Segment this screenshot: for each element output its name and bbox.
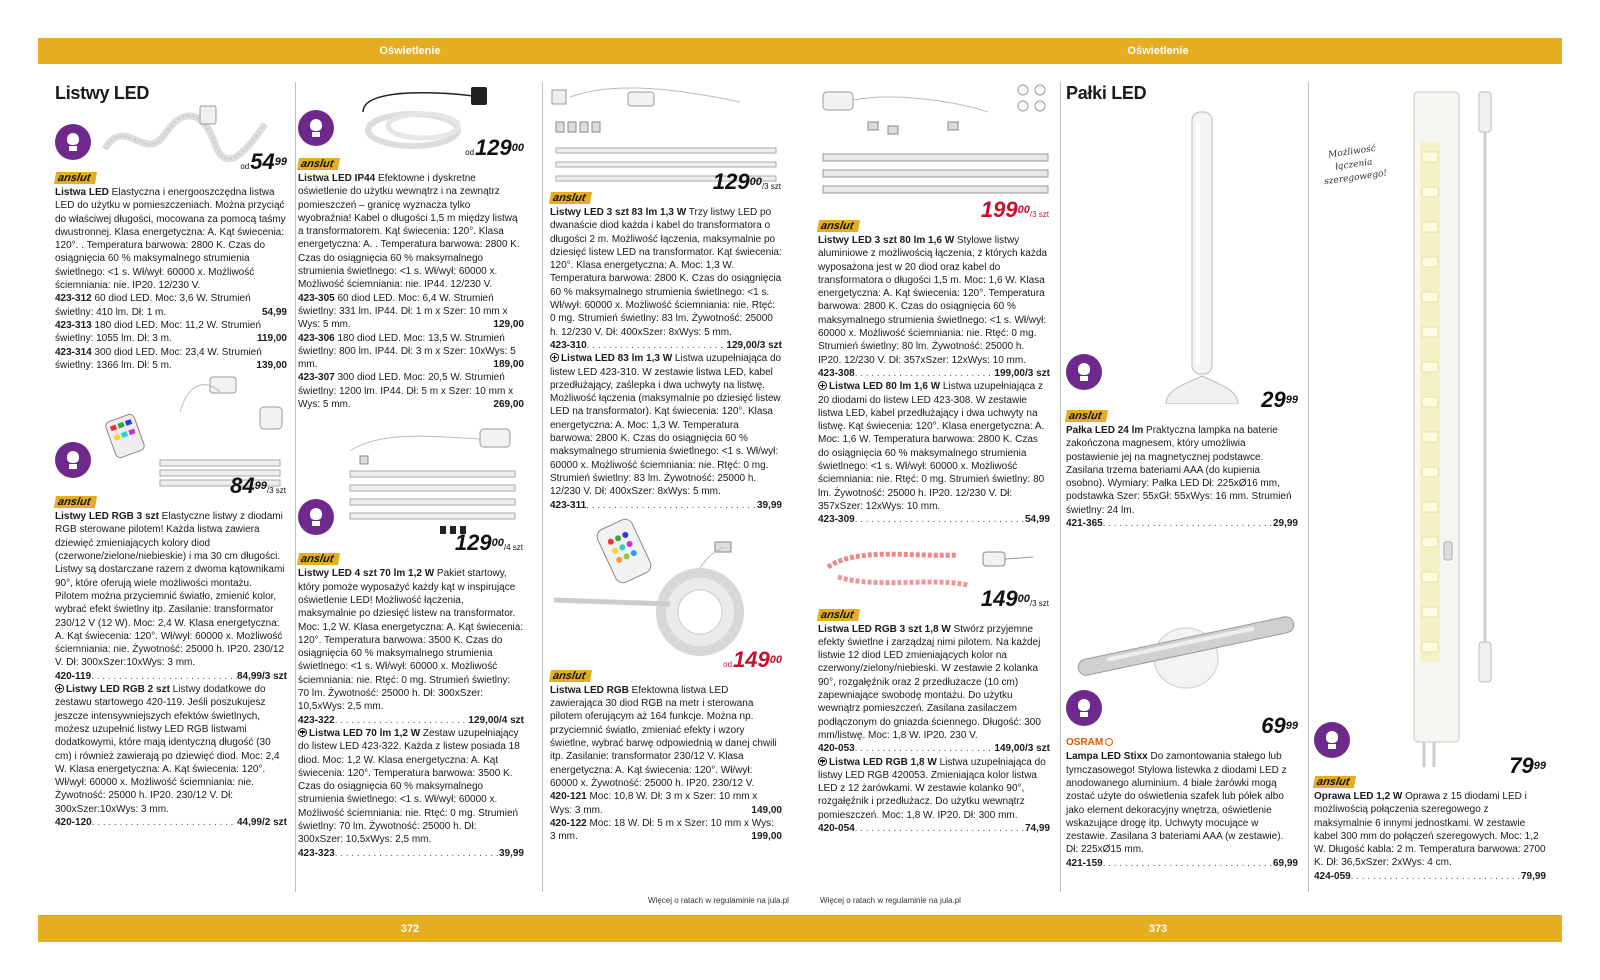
plus-icon <box>818 381 827 390</box>
product-11 <box>1314 753 1546 790</box>
product-description: Listwa LED RGB Efektowna listwa LED zawierająca 30 diod RGB na metr i sterowana pilotem oferującym aż 164 funkcje. Można np. przyciemnić światło, zmieniać efekty i wzory świetlne, wybrać barwę odpowiednią w danej chwili itp. Zasilanie: transformator 230/12 V. Klasa energetyczna: A. Kąt świecenia: 120°. Wł/wył: 60000 x. Żywotność: 25000 h. IP20. 230/12 V. <box>550 684 777 789</box>
price-tag: $od54^{99}$ <box>240 149 287 174</box>
installment-note: Więcej o ratach w regulaminie na jula.pl <box>648 896 789 905</box>
brand-logo: anslut <box>549 192 593 204</box>
section-title: Listwy LED <box>55 83 150 103</box>
order-line: 423-322 . . . 129,00/4 szt <box>298 714 524 727</box>
variant-row: 423-313 180 diod LED. Moc: 11,2 W. Strumień świetlny: 1055 lm. Dł: 3 m. 119,00 <box>55 319 287 345</box>
energy-saving-badge-icon <box>55 442 91 478</box>
stixx-led-lamp-image <box>1066 530 1298 730</box>
plus-icon <box>298 728 307 737</box>
product-description: Listwy LED RGB 3 szt Elastyczne listwy z diodami RGB sterowane pilotem! Każda listwa zawiera dziewięć zmieniających kolory diod (czerwone/zielone/niebieskie) i ma 30 cm długości. Listwy są dostarczane razem z dwoma kątownikami 90°, które oferują wiele możliwości montażu. Pilotem można przyciemnić światło, zmienić kolor, wybrać efekt świetlny itp. Zasilanie: transformator 230/12 V (12 W). Moc: 2,4 W. Klasa energetyczna: A. Kąt świecenia: 120°. Wł/wył: 60000 x. Możliwość ściemniania: nie. Żywotność: 25000 h. IP20. 230/12 V. Dł: 300xSzer:10xWys: 3 mm. <box>55 511 285 669</box>
order-line: 423-308 . . . 199,00/3 szt <box>818 367 1050 380</box>
product-image <box>1066 530 1298 732</box>
price-tag: $199^{00}/3$ szt <box>980 197 1049 222</box>
brand-logo: anslut <box>1065 410 1109 422</box>
brand-logo: anslut <box>549 670 593 682</box>
variant-row: 423-305 60 diod LED. Moc: 6,4 W. Strumień świetlny: 331 lm. IP44. Dł: 1 m x Szer: 10 mm x Wys: 5 mm. 129,00 <box>298 292 524 331</box>
order-line: 420-119 . . . 84,99/3 szt <box>55 670 287 683</box>
product-description: Listwy LED 3 szt 83 lm 1,3 W Trzy listwy LED po dwanaście diod każda i kabel do transformatora o długości 2 m. Możliwość łączenia, maksymalnie po dziesięć listew LED na transformator. Kąt świecenia: 120°. Klasa energetyczna: A. Moc: 1,3 W. Temperatura barwowa: 2800 K. Czas do osiągnięcia 60 % maksymalnego strumienia świetlnego: <1 s. Wł/wył: 60000 x. Możliwość ściemniania: nie. Rtęć: 0 mg. Strumień świetlny: 83 lm. Żywotność: 25000 h. 12/230 V. Dł: 400xSzer: 8xWys: 5 mm. <box>550 207 782 338</box>
plus-icon <box>550 353 559 362</box>
product-description: Pałka LED 24 lm Praktyczna lampka na baterie zakończona magnesem, który umożliwia postawienie jej na magnetycznej podstawce. Zasilana trzema bateriami AAA (do kupienia osobno). Wymiary: Pałka LED Dł: 225xØ16 mm, podstawka Szer: 55xGł: 55xWys: 16 mm. Strumień świetlny: 24 lm. <box>1066 425 1292 516</box>
category-title-left: Oświetlenie <box>379 45 441 57</box>
page-number-right: 373 <box>1148 922 1168 935</box>
order-line: 424-059 . . . 79,99 <box>1314 870 1546 883</box>
order-line: 421-365 . . . 29,99 <box>1066 517 1298 530</box>
header-band <box>38 38 1562 64</box>
order-line: 423-310 . . . 129,00/3 szt <box>550 339 782 352</box>
price-tag: $79^{99}$ <box>1509 753 1546 778</box>
brand-logo: anslut <box>817 609 861 621</box>
variant-list <box>550 790 782 843</box>
brand-logo: anslut <box>297 158 341 170</box>
column-5 <box>1066 82 1298 870</box>
product-6 <box>550 646 782 684</box>
brand-logo: anslut <box>54 496 98 508</box>
price-tag: $29^{99}$ <box>1261 387 1298 412</box>
footer-band <box>38 915 1562 942</box>
order-line: 420-054 . . . 74,99 <box>818 822 1050 835</box>
product-image <box>818 82 1050 216</box>
variant-list <box>298 292 524 412</box>
aluminium-led-strips-image <box>818 82 1050 216</box>
column-divider <box>295 82 296 892</box>
category-title-right: Oświetlenie <box>1127 45 1189 57</box>
order-line: 421-159 . . . 69,99 <box>1066 857 1298 870</box>
column-3 <box>550 82 782 843</box>
price-tag: $149^{00}/3$ szt <box>980 585 1049 611</box>
plus-icon <box>55 684 64 693</box>
price-tag: $od149^{00}$ <box>723 646 782 672</box>
product-image <box>550 512 782 666</box>
product-4 <box>298 530 524 567</box>
order-line: 420-053 . . . 149,00/3 szt <box>818 742 1050 755</box>
osram-logo: OSRAM <box>1066 736 1113 749</box>
order-line: 423-323 . . . 39,99 <box>298 847 524 860</box>
column-4 <box>818 82 1050 835</box>
price-tag: $129^{00}/4$ szt <box>454 530 523 556</box>
led-fixture-image <box>1384 82 1544 772</box>
product-image <box>298 411 524 549</box>
addon-description: Listwy LED RGB 2 szt Listwy dodatkowe do zestawu startowego 420-119. Jeśli poszukujesz jeszcze intensywniejszych efektów świetlnych, możesz uzupełnić listwy LED RGB listwami dodatkowymi, które mają identyczną długość (30 cm) i również zawierają po dziewięć diod. Moc: 2,4 W. Klasa energetyczna: A. Kąt świecenia: 120°. Wł/wył: 60000 x. Możliwość ściemniania: nie. Żywotność: 25000 h. IP20. 230/12 V. Dł: 300xSzer:10xWys: 3 mm. <box>55 684 280 815</box>
order-line: 423-311 . . . 39,99 <box>550 499 782 512</box>
column-divider <box>1308 82 1309 892</box>
brand-logo: anslut <box>297 553 341 565</box>
energy-saving-badge-icon <box>298 110 334 146</box>
column-1 <box>55 82 287 829</box>
page-number-left: 372 <box>400 922 420 935</box>
addon-description: Listwa LED RGB 1,8 W Listwa uzupełniająca do listwy LED RGB 420053. Zmieniająca kolor listwa LED z 12 żarówkami. W zestawie kolanko 90°, rozgałęźnik i przedłużacz. Do użytku wewnątrz pomieszczeń. Moc: 1,8 W. IP20. Dł: 300 mm. <box>818 756 1046 821</box>
variant-row: 420-121 Moc: 10,8 W. Dł: 3 m x Szer: 10 mm x Wys: 3 mm. 149,00 <box>550 791 782 816</box>
energy-saving-badge-icon <box>298 499 334 535</box>
product-5 <box>550 169 782 206</box>
variant-row: 423-314 300 diod LED. Moc: 23,4 W. Strumień świetlny: 1366 lm. Dł: 5 m. 139,00 <box>55 346 287 371</box>
brand-logo: anslut <box>817 220 861 232</box>
energy-saving-badge-icon <box>1066 354 1102 390</box>
product-description: Oprawa LED 1,2 W Oprawa z 15 diodami LED i możliwością połączenia szeregowego z maksymalnie 6 innymi jednostkami. W zestawie kabel 300 mm do połączeń szeregowych. Moc: 1,2 W. Długość kabla: 2 m. Temperatura barwowa: 2700 K. Dł: 36,5xSzer: 2xWys: 4 cm. <box>1314 791 1546 869</box>
product-description: Listwa LED IP44 Efektowne i dyskretne oświetlenie do użytku wewnątrz i na zewnątrz pomieszczeń – granicę wyznacza tylko wyobraźnia! Kabel o długości 1,5 m między listwą a transformatorem. Kąt świecenia: 120°. Klasa energetyczna: A. . Temperatura barwowa: 2800 K. Czas do osiągnięcia 60 % maksymalnego strumienia świetlnego: <1 s. Wł/wył: 60000 x. Możliwość ściemniania: nie. IP44. 12/230 V. <box>298 173 520 291</box>
price-tag: $129^{00}/3$ szt <box>712 169 781 194</box>
installment-note: Więcej o ratach w regulaminie na jula.pl <box>820 896 961 905</box>
order-line: 420-120 . . . 44,99/2 szt <box>55 816 287 829</box>
product-image <box>1314 82 1546 772</box>
led-stick-lamp-image <box>1136 104 1286 404</box>
rgb-led-reel-image <box>550 512 782 666</box>
plus-icon <box>818 757 827 766</box>
addon-description: Listwa LED 70 lm 1,2 W Zestaw uzupełniający do listew LED 423-322. Każda z listew posiada 18 diod. Moc: 1,2 W. Klasa energetyczna: A. Kąt świecenia: 120°. Temperatura barwowa: 3500 K. Czas do osiągnięcia 60 % maksymalnego strumienia świetlnego: <1 s. Wł/wył: 60000 x. Możliwość ściemniania: nie. Rtęć: 0 mg. Strumień świetlny: 70 lm. Żywotność: 25000 h. Dł: 300xSzer: 10,5xWys: 2,5 mm. <box>298 727 520 846</box>
section-title: Pałki LED <box>1066 83 1147 103</box>
product-2 <box>55 473 287 510</box>
column-6 <box>1314 82 1546 883</box>
product-description: Listwa LED Elastyczna i energooszczędna listwa LED do użytku w pomieszczeniach. Można przyciąć do właściwej długości, mocowana za pomocą taśmy dwustronnej. Klasa energetyczna: A. Kąt świecenia: 120°. . Temperatura barwowa: 2800 K. Czas do osiągnięcia 60 % maksymalnego strumienia świetlnego: <1 s. Wł/wył: 60000 x. Możliwość ściemniania: nie. IP20. 12/230 V. <box>55 187 286 292</box>
variant-row: 423-306 180 diod LED. Moc: 13,5 W. Strumień świetlny: 800 lm. IP44. Dł: 3 m x Szer: 10xWys: 5 mm. 189,00 <box>298 332 524 371</box>
product-description: Listwa LED RGB 3 szt 1,8 W Stwórz przyjemne efekty świetlne i zarządzaj nimi pilotem. Na każdej listwie 12 diod LED zmieniających kolor na czerwony/zielony/niebieski. W zestawie 2 kolanka 90°, rozgałęźnik oraz 2 przedłużacze (10 cm) zapewniające swobodę montażu. Do użytku wewnątrz pomieszczeń. Zasilana zasilaczem podłączonym do gniazda ściennego. Długość: 300 mm/listwę. Moc: 1,8 W. IP20. 230 V. <box>818 623 1041 741</box>
column-2 <box>298 82 524 860</box>
energy-saving-badge-icon <box>55 124 91 160</box>
product-9 <box>1066 387 1298 424</box>
addon-description: Listwa LED 83 lm 1,3 W Listwa uzupełniająca do listew LED 423-310. W zestawie listwa LED, kabel przedłużający, zaślepka i dwa uchwyty na listwę. Możliwość łączenia (maksymalnie po dziesięć listew LED na transformator). Kąt świecenia: 120°. Klasa energetyczna: A. Moc: 1,3 W. Temperatura barwowa: 2800 K. Czas do osiągnięcia 60 % maksymalnego strumienia świetlnego: <1 s. Wł/wył: 60000 x. Możliwość ściemniania: nie. Rtęć: 0 mg. Strumień świetlny: 83 lm. Żywotność: 25000 h. 12/230 V. Dł: 400xSzer: 8xWys: 5 mm. <box>550 353 782 498</box>
variant-list <box>55 292 287 372</box>
product-7 <box>818 197 1050 234</box>
series-connection-note: Możliwość łączenia szeregowego! <box>1323 143 1388 188</box>
product-image <box>1066 104 1298 406</box>
product-3 <box>298 135 524 172</box>
product-description: Listwy LED 3 szt 80 lm 1,6 W Stylowe listwy aluminiowe z możliwością łączenia, z których każda wyposażona jest w 20 diod oraz kabel do transformatora o długości 1,5 m. Moc: 1,6 W. Klasa energetyczna: A. Kąt świecenia: 120°. Temperatura barwowa: 2800 K. Czas do osiągnięcia 60 % maksymalnego strumienia świetlnego: <1 s. Wł/wył: 60000 x. Możliwość ściemniania: nie. Rtęć: 0 mg. Strumień świetlny: 80 lm. Żywotność: 25000 h. IP20. 12/230 V. Dł: 357xSzer: 12xWys: 10 mm. <box>818 235 1047 366</box>
price-tag: $84^{99}/3$ szt <box>230 473 286 499</box>
variant-row: 423-307 300 diod LED. Moc: 20,5 W. Strumień świetlny: 1200 lm. IP44. Dł: 5 m x Szer: 10 mm x Wys: 5 mm. 269,00 <box>298 372 524 411</box>
brand-logo: anslut <box>54 172 98 184</box>
column-divider <box>542 82 543 892</box>
product-8 <box>818 585 1050 623</box>
product-description: Lampa LED Stixx Do zamontowania stałego lub tymczasowego! Stylowa listewka z diodami LED z anodowanego aluminium. 4 białe żarówki mogą zostać użyte do oświetlenia szafek lub półek albo jako element dekoracyjny wnętrza, oświetlenie wskazujące drogę itp. Uchwyty mocujące w zestawie. Zasilana 3 bateriami AAA (w zestawie). Dł: 225xØ15 mm. <box>1066 751 1287 856</box>
order-line: 423-309 . . . 54,99 <box>818 513 1050 526</box>
product-10 <box>1066 713 1298 750</box>
addon-description: Listwa LED 80 lm 1,6 W Listwa uzupełniająca z 20 diodami do listew LED 423-308. W zestawie listwa LED, kabel przedłużający i dwa uchwyty na listwę. Kąt świecenia: 120°. Klasa energetyczna: A. Moc: 1,6 W. Temperatura barwowa: 2800 K. Czas do osiągnięcia 60 % maksymalnego strumienia świetlnego: <1 s. Wł/wył: 60000 x. Możliwość ściemniania: nie. Rtęć: 0 mg. Strumień świetlny: 80 lm. Żywotność: 25000 h. IP20. 12/230 V. Dł: 357xSzer: 12xWys: 10 mm. <box>818 381 1045 512</box>
price-tag: $od129^{00}$ <box>465 135 524 160</box>
variant-row: 423-312 60 diod LED. Moc: 3,6 W. Strumień świetlny: 410 lm. Dł: 1 m. 54,99 <box>55 293 287 318</box>
product-description: Listwy LED 4 szt 70 lm 1,2 W Pakiet startowy, który pomoże wyposażyć każdy kąt w inspirujące oświetlenie LED! Możliwość łączenia, maksymalnie po dziesięć listew na transformator. Moc: 1,2 W. Klasa energetyczna: A. Kąt świecenia: 120°. Temperatura barwowa: 3500 K. Czas do osiągnięcia 60 % maksymalnego strumienia świetlnego: <1 s. Wł/wył: 60000 x. Możliwość ściemniania: nie. Rtęć: 0 mg. Strumień świetlny: 70 lm. Żywotność: 25000 h. Dł: 300xSzer: 10,5xWys: 2,5 mm. <box>298 568 524 713</box>
variant-row: 420-122 Moc: 18 W. Dł: 5 m x Szer: 10 mm x Wys: 3 mm. 199,00 <box>550 817 782 843</box>
brand-logo: anslut <box>1313 776 1357 788</box>
column-divider <box>1060 82 1061 892</box>
led-strips-4pcs-image <box>340 411 525 549</box>
product-1 <box>55 149 287 186</box>
price-tag: $69^{99}$ <box>1261 713 1298 739</box>
energy-saving-badge-icon <box>1314 722 1350 758</box>
